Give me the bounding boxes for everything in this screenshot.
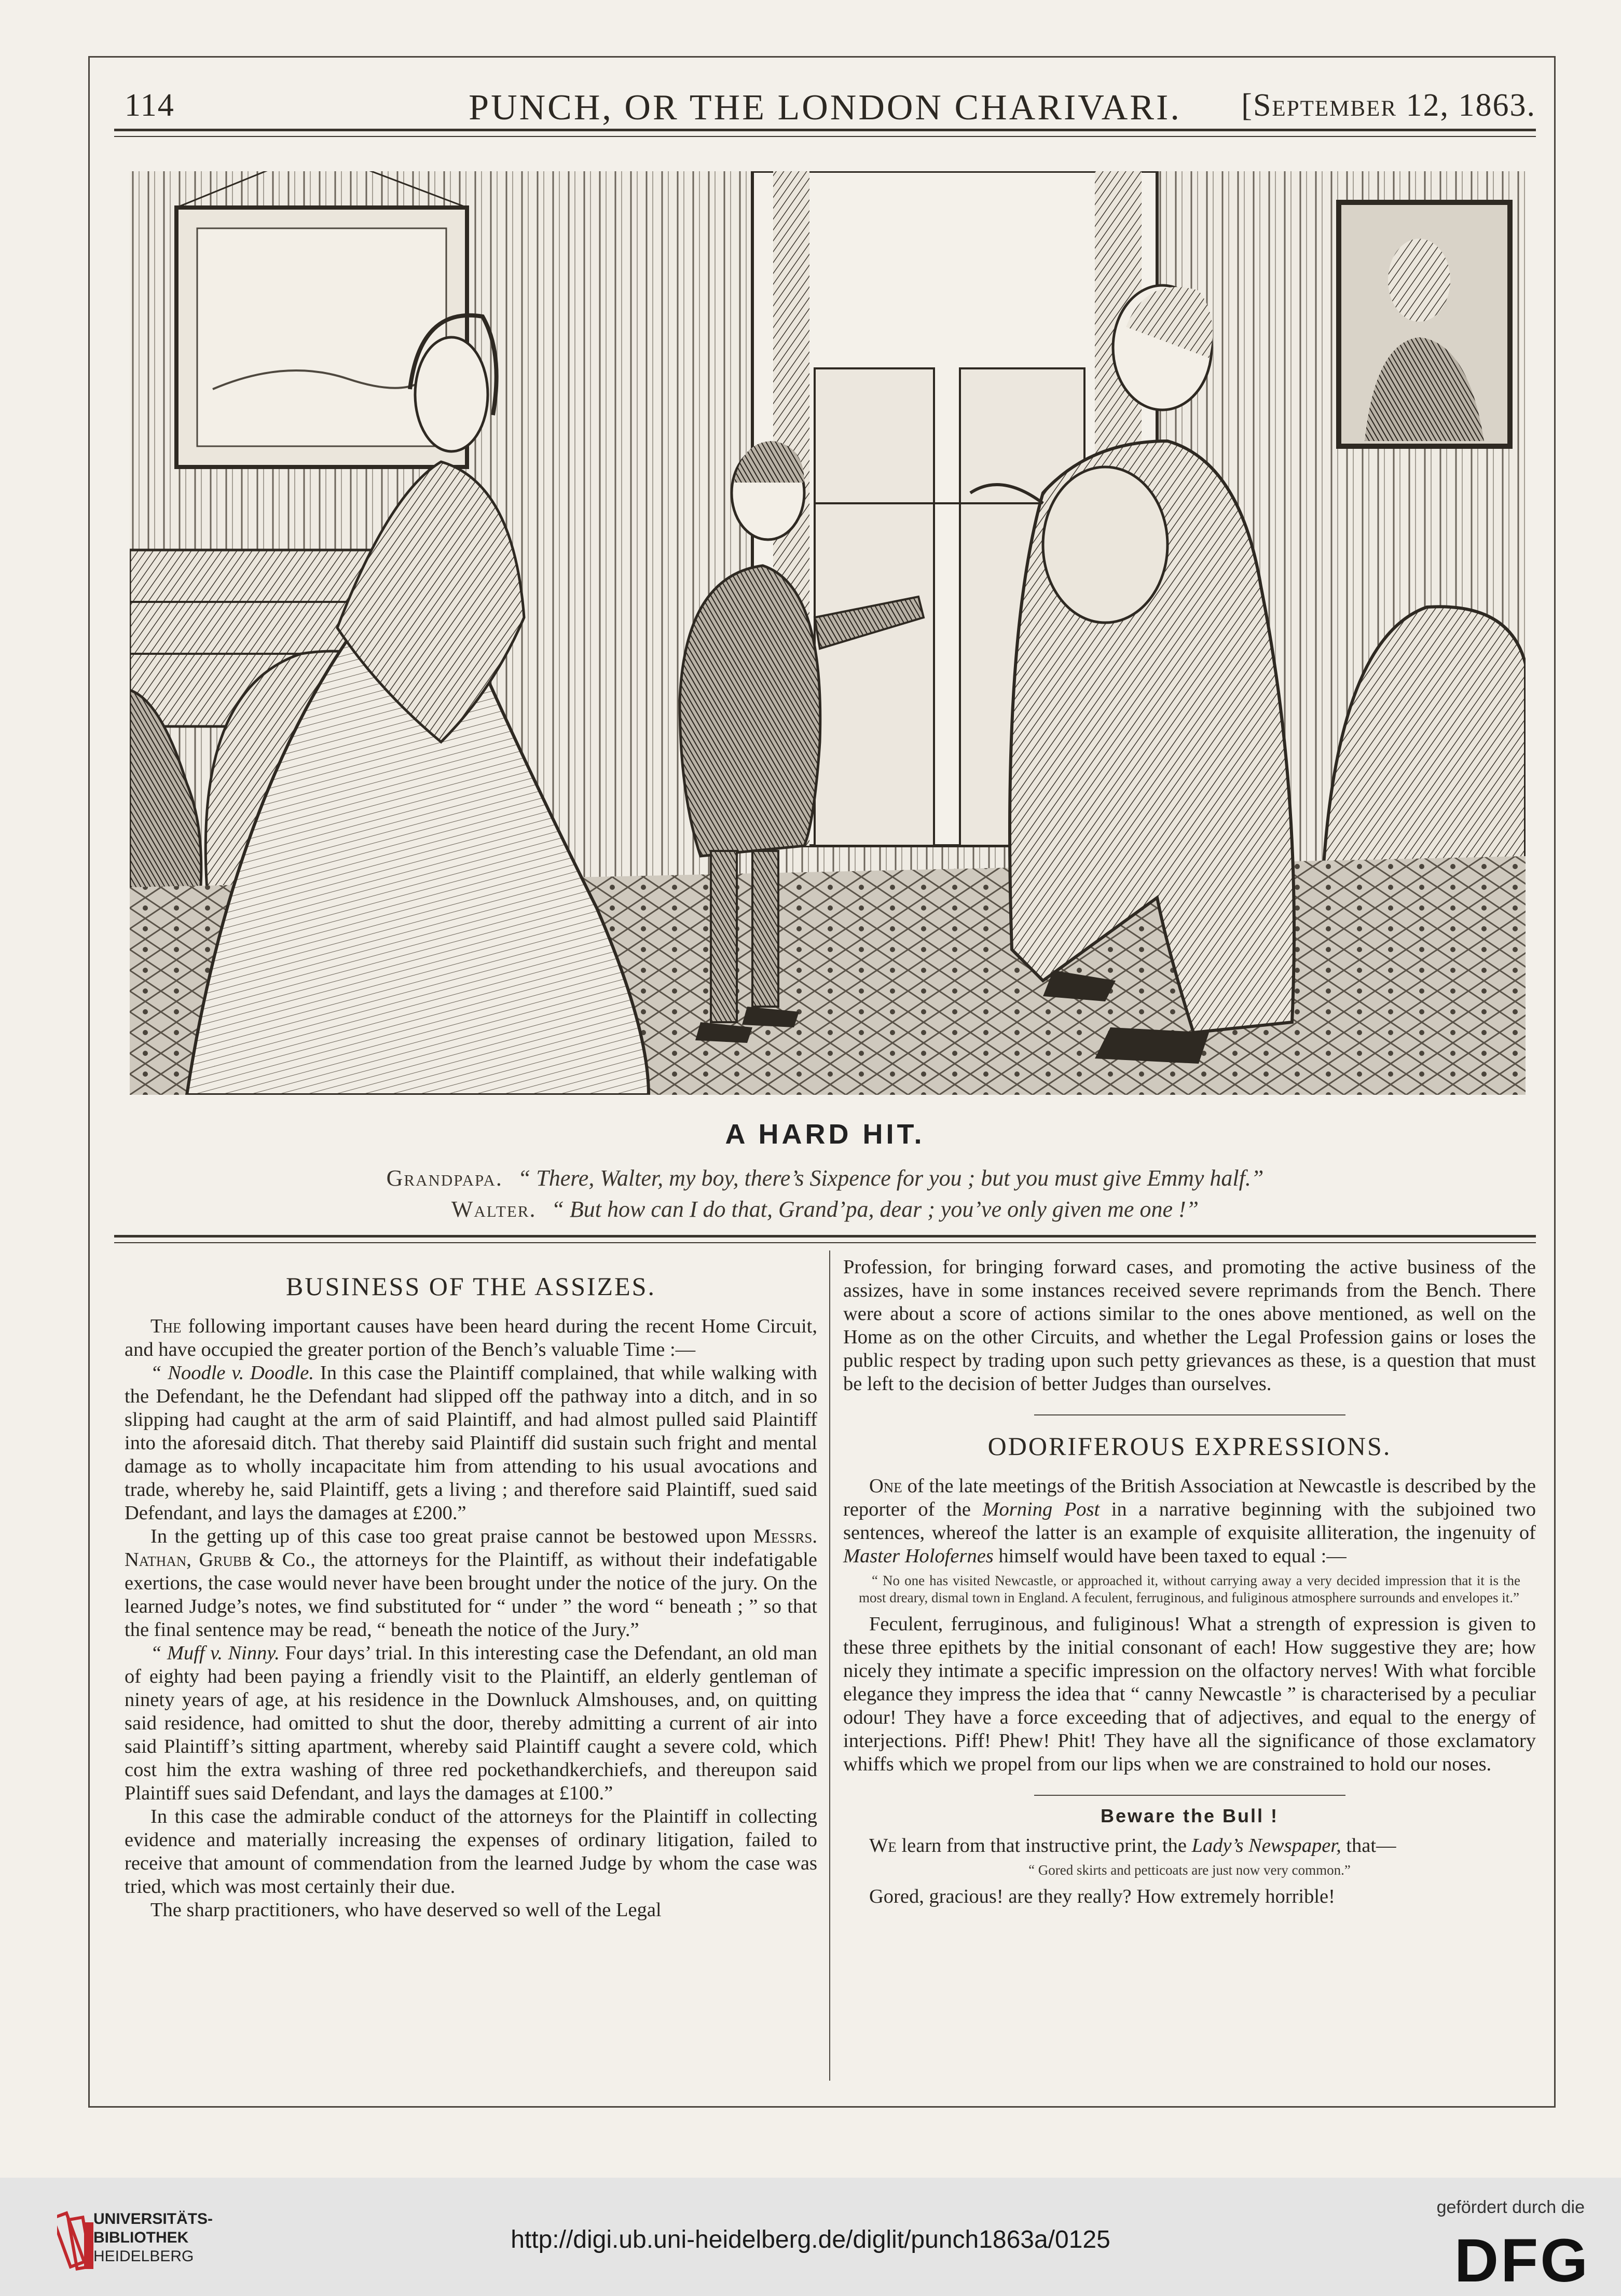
article-paragraph: The sharp practitioners, who have deserved so well of the Legal: [150, 1899, 662, 1921]
paragraph-text: learn from that instructive print, the: [901, 1835, 1187, 1857]
person-name: Master Holofernes: [843, 1545, 994, 1567]
section-rule: [1034, 1414, 1345, 1415]
cartoon-illustration: [130, 171, 1526, 1095]
article-heading-assizes: BUSINESS OF THE ASSIZES.: [286, 1272, 656, 1301]
caption-line-walter: [114, 1196, 1536, 1222]
caption-line-grandpapa: [114, 1165, 1536, 1191]
paragraph-text: of the late meetings of the British Association at Newcastle is described by the reporter of the: [843, 1475, 1536, 1520]
paragraph-text: Four days’ trial. In this interesting case the Defendant, an old man of eighty had been paying a friendly visit to the Plaintiff, an elderly gentleman of ninety years of age, at his residence in the Downluck Almshouses, and, on quitting said residence, had omitted to shut the door, thereby admitting a current of air into said Plaintiff’s sitting apartment, whereby said Plaintiff caught a severe cold, which cost him the extra washing of three red pockethandkerchiefs, and thereupon said Plaintiff sues said Defendant, and lays the damages at £100.”: [125, 1642, 817, 1804]
caption-rule-thin: [114, 1242, 1536, 1243]
dfg-logo[interactable]: DFG: [1454, 2226, 1590, 2295]
paragraph-text: following important causes have been heard during the recent Home Circuit, and have occupied the greater portion of the Bench’s valuable Time :—: [125, 1315, 818, 1360]
article-paragraph: Gored, gracious! are they really? How extremely horrible!: [869, 1886, 1335, 1907]
caption-rule-thick: [114, 1235, 1536, 1238]
caption-speech: “ But how can I do that, Grand’pa, dear ; you’ve only given me one !”: [551, 1197, 1199, 1222]
case-name: “ Noodle v. Doodle.: [150, 1362, 314, 1384]
paragraph-text: that—: [1346, 1835, 1396, 1857]
paragraph-text: In the getting up of this case too great praise cannot be bestowed upon: [150, 1525, 746, 1547]
column-left: [125, 1256, 817, 2086]
article-paragraph: [843, 1834, 1536, 1858]
lead-word: One: [869, 1475, 902, 1497]
library-name-line: BIBLIOTHEK: [93, 2229, 189, 2246]
section-rule: [1034, 1795, 1345, 1796]
article-paragraph: In this case the admirable conduct of the attorneys for the Plaintiff in collecting evidence and materially increasing the expenses of ordinary litigation, failed to receive that amount of commendation from the learned Judge by whom the case was tried, which was most certainly their due.: [125, 1806, 817, 1898]
column-divider: [829, 1250, 830, 2081]
library-name-line: HEIDELBERG: [93, 2248, 194, 2265]
paragraph-text: himself would have been taxed to equal :—: [998, 1545, 1347, 1567]
article-paragraph: [125, 1525, 817, 1642]
header-date: [September 12, 1863.: [1241, 88, 1536, 123]
article-paragraph-continued: Profession, for bringing forward cases, and promoting the active business of the assizes, have in some instances received severe reprimands from the Bench. There were about a score of actions similar to the ones above mentioned, as well on the Home as on the other Circuits, and whether the Legal Profession gains or loses the public respect by trading upon such petty grievances as these, is a question that must be left to the decision of better Judges than ourselves.: [843, 1256, 1536, 1395]
header-rule-thin: [114, 136, 1536, 137]
lead-word: The: [150, 1315, 182, 1337]
caption-speech: “ There, Walter, my boy, there’s Sixpence for you ; but you must give Emmy half.”: [517, 1165, 1264, 1191]
article-paragraph: [125, 1315, 817, 1362]
paragraph-text: in a narrative beginning with the subjoined two sentences, whereof the latter is an example of exquisite alliteration, the ingenuity of: [843, 1498, 1536, 1544]
library-name-line: UNIVERSITÄTS-: [93, 2210, 213, 2228]
block-quote: “ Gored skirts and petticoats are just now very common.”: [1028, 1862, 1351, 1878]
block-quote: “ No one has visited Newcastle, or approached it, without carrying away a very decided impression that it is the most dreary, dismal town in England. A feculent, ferruginous, and fuliginous atmosphere surrounds and envelopes it.”: [859, 1573, 1520, 1605]
caption-speaker: Grandpapa.: [386, 1165, 503, 1191]
firm-name: Messrs. Nathan, Grubb: [125, 1525, 817, 1571]
portrait-picture: [1339, 202, 1510, 446]
permalink-url[interactable]: http://digi.ub.uni-heidelberg.de/diglit/punch1863a/0125: [511, 2226, 1110, 2253]
header-rule-thick: [114, 129, 1536, 131]
paragraph-text: & Co., the attorneys for the Plaintiff, as without their indefatigable exertions, the case would never have been brought under the notice of the jury. On the learned Judge’s notes, we find substituted for “ under ” the word “ beneath ; ” so that the final sentence may be read, “ beneath the notice of the Jury.”: [125, 1549, 817, 1641]
article-paragraph: [125, 1642, 817, 1805]
newspaper-name: Lady’s Newspaper,: [1191, 1835, 1341, 1857]
article-paragraph: [843, 1475, 1536, 1568]
running-title: PUNCH, OR THE LONDON CHARIVARI.: [469, 88, 1182, 128]
lead-word: We: [869, 1835, 897, 1857]
funded-by-label: gefördert durch die: [1436, 2197, 1585, 2217]
case-name: “ Muff v. Ninny.: [150, 1642, 280, 1664]
newspaper-name: Morning Post: [982, 1498, 1100, 1520]
article-paragraph: [125, 1362, 817, 1525]
cartoon-title: A HARD HIT.: [725, 1119, 925, 1150]
page-number: 114: [125, 88, 175, 123]
paragraph-text: In this case the Plaintiff complained, that while walking with the Defendant, he the Defendant had slipped off the pathway into a ditch, and in so slipping had caught at the arm of said Plaintiff, and had almost pulled said Plaintiff into the aforesaid ditch. That thereby said Plaintiff did sustain such fright and mental damage as to wholly incapacitate him from attending to his usual avocations and trade, whereby he, said Plaintiff, gets a living ; and therefore said Plaintiff, sued said Defendant, and lays the damages at £200.”: [125, 1362, 818, 1524]
column-right: [843, 1256, 1536, 2086]
caption-speaker: Walter.: [451, 1197, 537, 1222]
article-heading-odoriferous: ODORIFEROUS EXPRESSIONS.: [987, 1432, 1392, 1461]
article-heading-bull: Beware the Bull !: [1100, 1805, 1279, 1826]
article-paragraph: Feculent, ferruginous, and fuliginous! What a strength of expression is given to these three epithets by the initial consonant of each! How suggestive they are; how nicely they intimate a specific impression on the olfactory nerves! With what forcible elegance they impress the idea that “ canny Newcastle ” is characterised by a peculiar odour! They have a force exceeding that of adjectives, and equal to the energy of interjections. Piff! Phew! Phit! They have all the significance of those exclamatory whiffs which we propel from our lips when we are constrained to hold our noses.: [843, 1613, 1536, 1775]
page-header: [114, 83, 1536, 135]
viewer-footer: [0, 2178, 1621, 2296]
